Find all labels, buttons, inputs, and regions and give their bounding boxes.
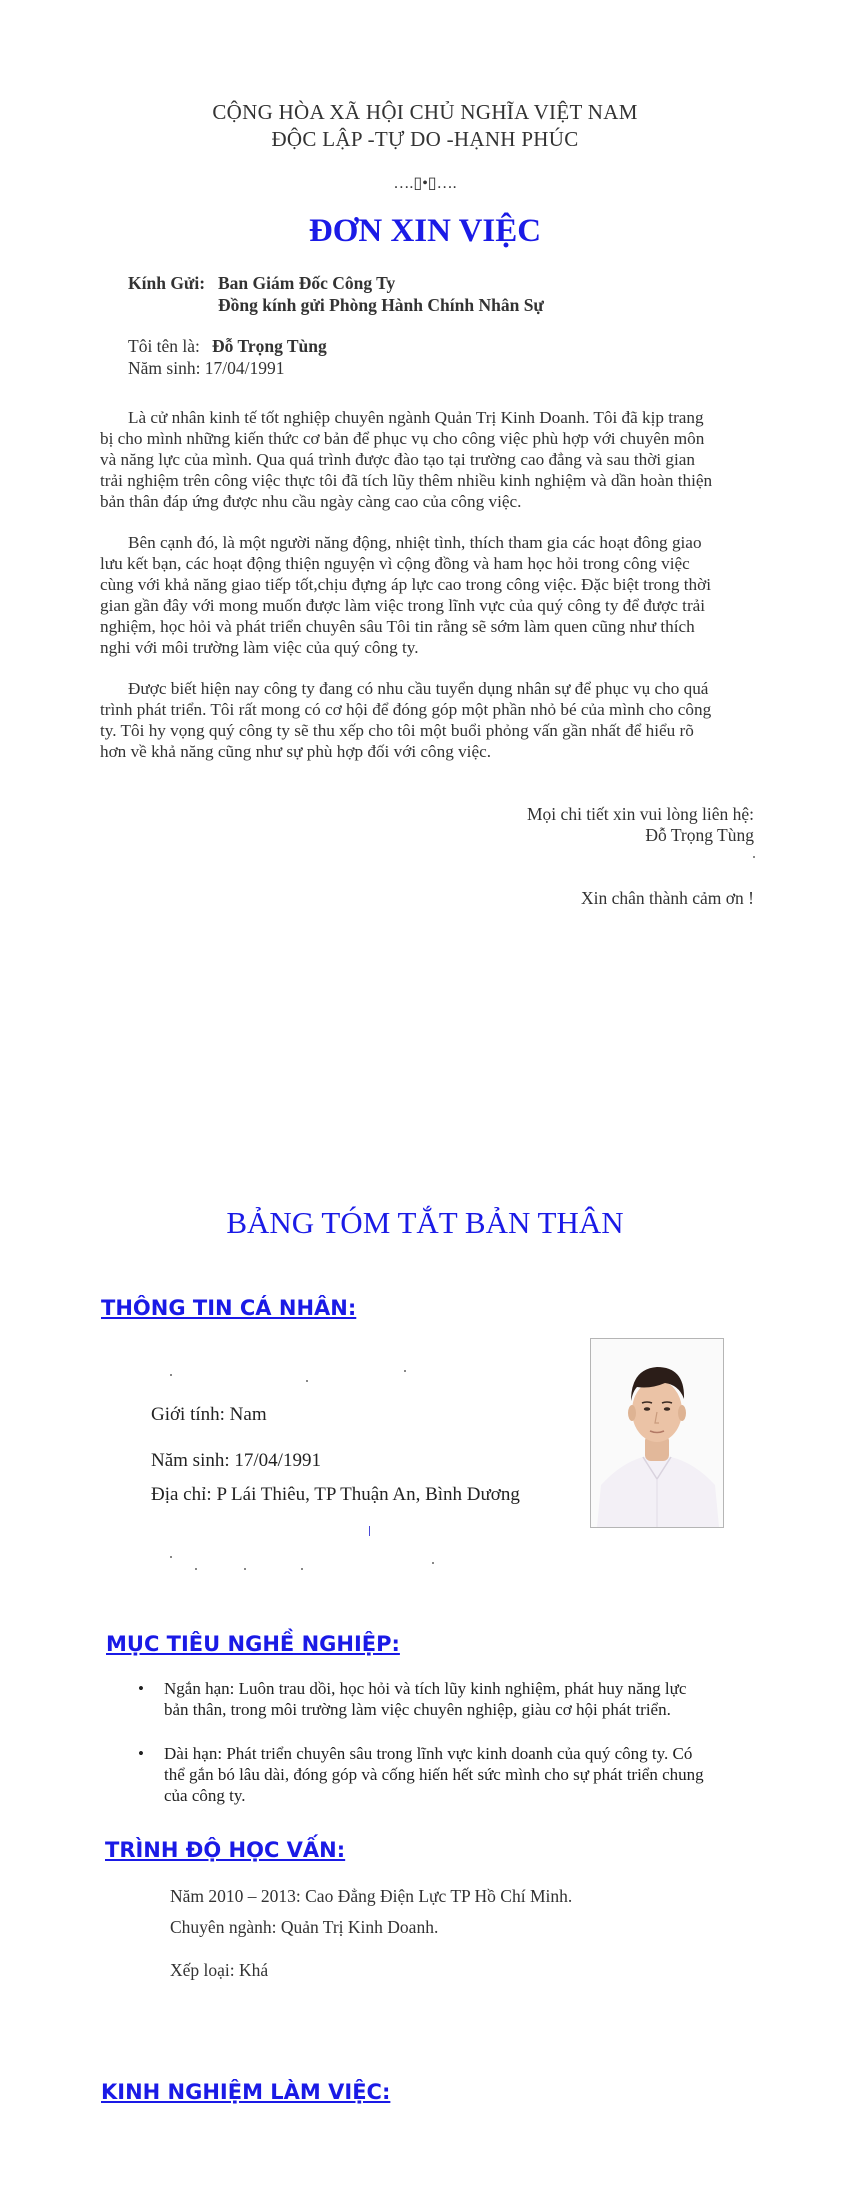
stray-dot	[753, 856, 755, 858]
summary-title: BẢNG TÓM TẮT BẢN THÂN	[226, 1205, 624, 1240]
caret-mark	[369, 1526, 370, 1536]
goal-bullet: •	[138, 1679, 144, 1698]
goal-line: của công ty.	[164, 1786, 246, 1805]
paragraph-1	[100, 407, 750, 512]
signature-name: Đỗ Trọng Tùng	[645, 825, 754, 845]
profile-photo	[590, 1338, 724, 1528]
paragraph-line: nghi với môi trường làm việc của quý công ty.	[100, 638, 419, 657]
faint-mark	[306, 1380, 308, 1382]
faint-mark	[195, 1568, 197, 1570]
experience-heading: KINH NGHIỆM LÀM VIỆC:	[101, 2080, 391, 2104]
nation-line-1: CỘNG HÒA XÃ HỘI CHỦ NGHĨA VIỆT NAM	[212, 100, 638, 124]
faint-mark	[301, 1568, 303, 1570]
paragraph-line: ty. Tôi hy vọng quý công ty sẽ thu xếp cho tôi một buổi phỏng vấn gần nhất để hiểu rõ	[100, 721, 694, 740]
portrait-image	[591, 1339, 723, 1527]
to-value: Ban Giám Đốc Công Ty	[218, 273, 396, 293]
dob-summary-line: Năm sinh: 17/04/1991	[151, 1450, 321, 1471]
paragraph-2	[100, 532, 750, 658]
education-school: Năm 2010 – 2013: Cao Đẳng Điện Lực TP Hồ Chí Minh.	[170, 1886, 573, 1906]
nation-line-2: ĐỘC LẬP -TỰ DO -HẠNH PHÚC	[271, 127, 579, 151]
thanks-line: Xin chân thành cảm ơn !	[580, 888, 754, 908]
paragraph-line: gian gần đây với mong muốn được làm việc trong lĩnh vực của quý công ty để được trải	[100, 596, 706, 615]
faint-mark	[432, 1562, 434, 1564]
personal-info-heading: THÔNG TIN CÁ NHÂN:	[101, 1296, 357, 1320]
ornament-divider: ….▯•▯….	[393, 175, 457, 192]
paragraph-line: Bên cạnh đó, là một người năng động, nhiệt tình, thích tham gia các hoạt đông giao	[128, 533, 702, 552]
address-line	[151, 1484, 520, 1506]
paragraph-line: và năng lực của mình. Qua quá trình được đào tạo tại trường cao đẳng và sau thời gian	[100, 450, 696, 469]
to-label: Kính Gửi:	[128, 273, 206, 293]
goal-line: Dài hạn: Phát triển chuyên sâu trong lĩnh vực kinh doanh của quý công ty. Có	[164, 1744, 693, 1763]
goal-short-term	[164, 1678, 754, 1720]
paragraph-line: bản thân đáp ứng được nhu cầu ngày càng cao của công việc.	[100, 492, 522, 511]
goal-line: Ngắn hạn: Luôn trau dồi, học hỏi và tích lũy kinh nghiệm, phát huy năng lực	[164, 1679, 687, 1698]
education-heading: TRÌNH ĐỘ HỌC VẤN:	[105, 1838, 346, 1862]
contact-line: Mọi chi tiết xin vui lòng liên hệ:	[527, 804, 754, 824]
paragraph-line: cùng với khả năng giao tiếp tốt,chịu đựng áp lực cao trong công việc. Đặc biệt trong thời	[100, 575, 711, 594]
goal-line: thể gắn bó lâu dài, đóng góp và cống hiến hết sức mình cho sự phát triển chung	[164, 1765, 704, 1784]
dob-line: Năm sinh: 17/04/1991	[128, 358, 285, 378]
paragraph-line: bị cho mình những kiến thức cơ bản để phục vụ cho công việc phù hợp với chuyên môn	[100, 429, 705, 448]
education-rank: Xếp loại: Khá	[170, 1960, 269, 1980]
goal-bullet: •	[138, 1744, 144, 1763]
paragraph-line: hơn về khả năng cũng như sự phù hợp đối với công việc.	[100, 742, 492, 761]
address-value: P Lái Thiêu, TP Thuận An, Bình Dương	[211, 1484, 520, 1505]
paragraph-line: Được biết hiện nay công ty đang có nhu cầu tuyển dụng nhân sự để phục vụ cho quá	[128, 679, 709, 698]
faint-mark	[404, 1370, 406, 1372]
faint-mark	[170, 1374, 172, 1376]
goal-long-term	[164, 1743, 764, 1806]
education-major: Chuyên ngành: Quản Trị Kinh Doanh.	[170, 1917, 439, 1937]
faint-mark	[244, 1568, 246, 1570]
paragraph-line: lưu kết bạn, các hoạt động thiện nguyện vì cộng đồng và ham học hỏi trong công việc	[100, 554, 690, 573]
paragraph-line: nghiệm, học hỏi và phát triển chuyên sâu Tôi tin rằng sẽ sớm làm quen cũng như thích	[100, 617, 695, 636]
paragraph-line: trải nghiệm trên công việc thực tôi đã tích lũy thêm nhiều kinh nghiệm và dần hoàn thiện	[100, 471, 713, 490]
name-label: Tôi tên là:	[128, 336, 200, 356]
applicant-name: Đỗ Trọng Tùng	[212, 336, 327, 356]
goal-line: bản thân, trong môi trường làm việc chuyên nghiệp, giàu cơ hội phát triển.	[164, 1700, 671, 1719]
paragraph-line: Là cử nhân kinh tế tốt nghiệp chuyên ngành Quản Trị Kinh Doanh. Tôi đã kịp trang	[128, 408, 704, 427]
career-goals-heading: MỤC TIÊU NGHỀ NGHIỆP:	[106, 1632, 400, 1656]
faint-mark	[170, 1556, 172, 1558]
cc-value: Đồng kính gửi Phòng Hành Chính Nhân Sự	[218, 295, 544, 315]
gender-line: Giới tính: Nam	[151, 1404, 267, 1425]
address-label: Địa chỉ:	[151, 1484, 212, 1505]
paragraph-3	[100, 678, 750, 762]
letter-title: ĐƠN XIN VIỆC	[308, 213, 542, 249]
paragraph-line: trình phát triển. Tôi rất mong có cơ hội để đóng góp một phần nhỏ bé của mình cho công	[100, 700, 712, 719]
